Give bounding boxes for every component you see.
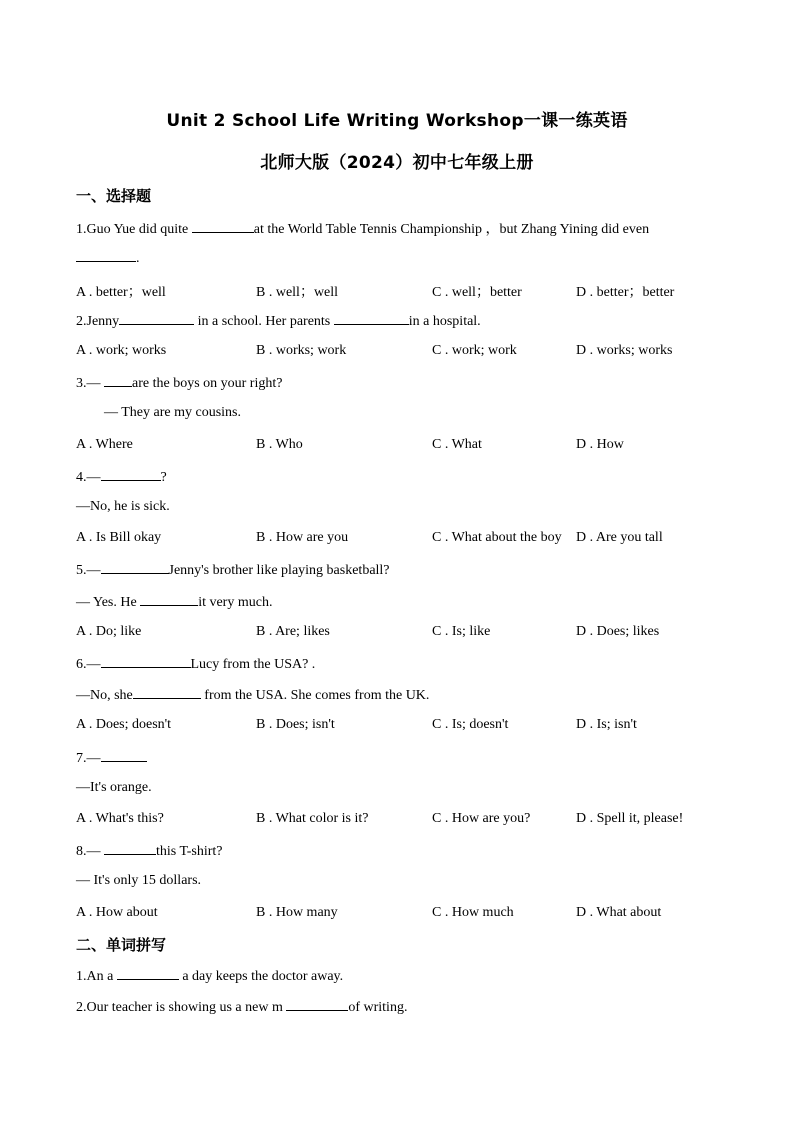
question-7-reply: —It's orange.	[76, 780, 152, 795]
question-1-stem-cont	[76, 249, 140, 267]
question-text: 6.—	[76, 657, 101, 672]
question-3-stem	[76, 374, 282, 392]
question-8-reply: — It's only 15 dollars.	[76, 873, 202, 888]
answer-blank	[76, 249, 136, 262]
question-text: 1.An a	[76, 969, 117, 984]
option-b: B . What color is it?	[256, 811, 369, 826]
answer-blank	[101, 468, 161, 481]
spelling-2	[76, 998, 407, 1016]
option-c: C . What	[432, 437, 482, 452]
question-text: a day keeps the doctor away.	[178, 969, 344, 984]
question-text: —No, she	[76, 688, 133, 703]
question-text: 5.—	[76, 563, 101, 578]
spelling-1	[76, 967, 343, 985]
option-a: A . Where	[76, 437, 133, 452]
option-b: B . works; work	[256, 343, 347, 358]
option-b: B . How are you	[256, 530, 349, 545]
option-d: D . How	[576, 437, 624, 452]
question-text: at the World Table Tennis Championship ，but Zhang Yining did even	[253, 222, 650, 237]
option-a: A . work; works	[76, 343, 167, 358]
question-text: 8.—	[76, 844, 104, 859]
question-6-reply	[76, 686, 429, 704]
option-d: D . Does; likes	[576, 624, 660, 639]
question-1-stem	[76, 218, 649, 238]
answer-blank	[119, 312, 194, 325]
option-d: D . Is; isn't	[576, 717, 637, 732]
option-c: C . What about the boy	[432, 530, 562, 545]
option-c: C . work; work	[432, 343, 517, 358]
option-a: A . Is Bill okay	[76, 530, 162, 545]
question-5-stem	[76, 561, 390, 579]
section-heading-spelling: 二、单词拼写	[76, 936, 167, 954]
question-text: this T-shirt?	[156, 844, 223, 859]
question-text: 4.—	[76, 470, 101, 485]
title-line-2: 北师大版（2024）初中七年级上册	[260, 153, 534, 173]
question-3-reply: — They are my cousins.	[104, 405, 241, 420]
answer-blank	[101, 655, 191, 668]
question-text: 2.Our teacher is showing us a new m	[76, 1000, 287, 1015]
option-d: D . Are you tall	[576, 530, 663, 545]
question-4-stem	[76, 468, 167, 486]
option-d: D . better；better	[576, 285, 675, 300]
option-b: B . Are; likes	[256, 624, 330, 639]
question-text: in a school. Her parents	[194, 314, 334, 329]
question-text: in a hospital.	[408, 314, 481, 329]
answer-blank	[104, 374, 132, 387]
question-text: 1.Guo Yue did quite	[76, 222, 192, 237]
option-b: B . well；well	[256, 285, 339, 300]
option-a: A . How about	[76, 905, 158, 920]
question-6-stem	[76, 655, 315, 673]
answer-blank	[286, 998, 348, 1011]
question-text: — Yes. He	[76, 595, 141, 610]
question-7-stem	[76, 749, 147, 767]
answer-blank	[101, 749, 147, 762]
option-c: C . Is; like	[432, 624, 491, 639]
question-text: it very much.	[198, 595, 273, 610]
question-text: 7.—	[76, 751, 101, 766]
question-text: ?	[160, 470, 167, 485]
question-text: .	[136, 251, 140, 266]
question-text: Jenny's brother like playing basketball?	[168, 563, 390, 578]
question-text: 3.—	[76, 376, 104, 391]
option-b: B . How many	[256, 905, 338, 920]
question-text: 2.Jenny	[76, 314, 120, 329]
option-c: C . Is; doesn't	[432, 717, 509, 732]
question-text: of writing.	[348, 1000, 408, 1015]
option-b: B . Who	[256, 437, 303, 452]
answer-blank	[117, 967, 179, 980]
option-a: A . Does; doesn't	[76, 717, 172, 732]
option-a: A . better；well	[76, 285, 166, 300]
title-line-1: Unit 2 School Life Writing Workshop一课一练英语	[166, 111, 628, 131]
option-b: B . Does; isn't	[256, 717, 335, 732]
question-5-reply	[76, 593, 272, 611]
option-d: D . Spell it, please!	[576, 811, 684, 826]
option-d: D . works; works	[576, 343, 673, 358]
option-c: C . How are you?	[432, 811, 531, 826]
question-text: Lucy from the USA? .	[190, 657, 316, 672]
question-4-reply: —No, he is sick.	[76, 499, 170, 514]
question-8-stem	[76, 842, 223, 860]
answer-blank	[104, 842, 156, 855]
question-text: are the boys on your right?	[132, 376, 283, 391]
question-text: from the USA. She comes from the UK.	[200, 688, 430, 703]
option-a: A . Do; like	[76, 624, 142, 639]
section-heading-choice: 一、选择题	[76, 187, 152, 205]
question-2-stem	[76, 312, 481, 330]
answer-blank	[101, 561, 169, 574]
option-a: A . What's this?	[76, 811, 164, 826]
answer-blank	[192, 220, 254, 233]
option-c: C . well；better	[432, 285, 522, 300]
option-d: D . What about	[576, 905, 662, 920]
option-c: C . How much	[432, 905, 514, 920]
answer-blank	[140, 593, 198, 606]
answer-blank	[133, 686, 201, 699]
answer-blank	[334, 312, 409, 325]
